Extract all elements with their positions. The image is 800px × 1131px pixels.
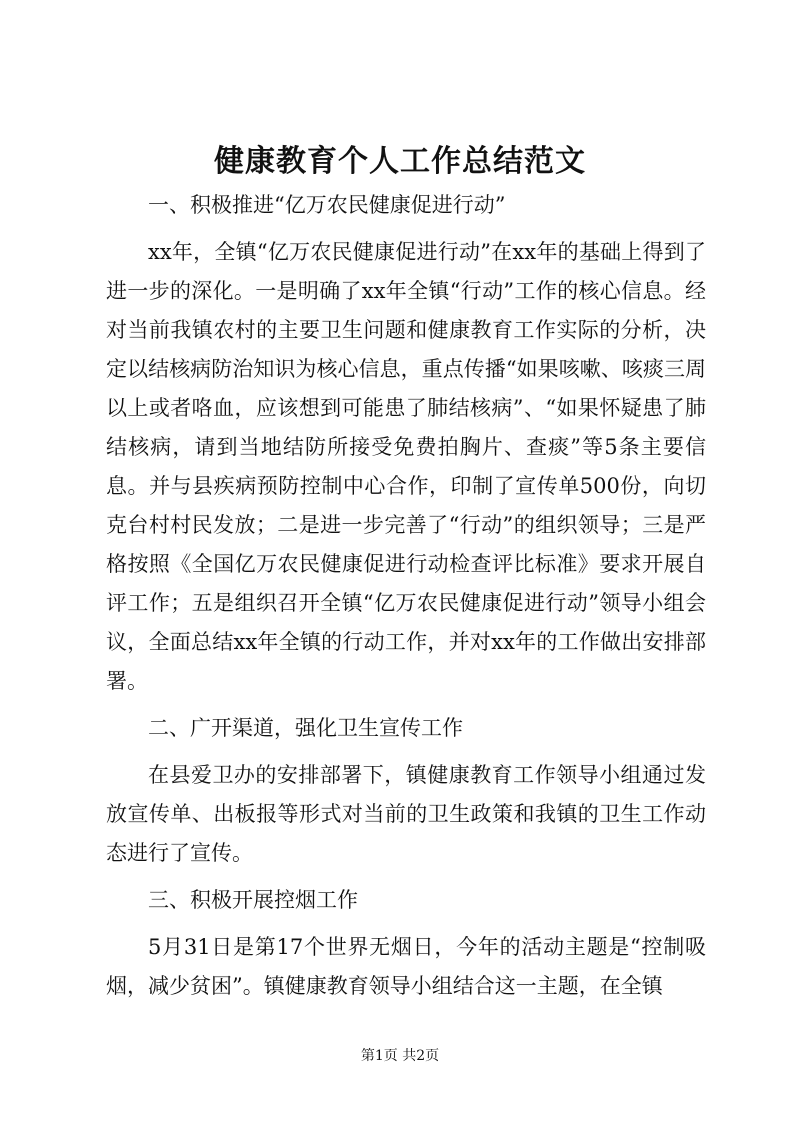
section-2-paragraph: 在县爱卫办的安排部署下，镇健康教育工作领导小组通过发放宣传单、出板报等形式对当前的卫生政策和我镇的卫生工作动态进行了宣传。 <box>106 763 706 865</box>
document-body <box>106 186 706 1014</box>
page-footer: 第1页 共2页 <box>360 1048 440 1064</box>
section-3-heading: 三、积极开展控烟工作 <box>148 888 358 912</box>
section-1-paragraph: xx年，全镇“亿万农民健康促进行动”在xx年的基础上得到了进一步的深化。一是明确了xx年全镇“行动”工作的核心信息。经对当前我镇农村的主要卫生问题和健康教育工作实际的分析，决定以结核病防治知识为核心信息，重点传播“如果咳嗽、咳痰三周以上或者咯血，应该想到可能患了肺结核病”、“如果怀疑患了肺结核病，请到当地结防所接受免费拍胸片、查痰”等5条主要信息。并与县疾病预防控制中心合作，印制了宣传单500份，向切克台村村民发放；二是进一步完善了“行动”的组织领导；三是严格按照《全国亿万农民健康促进行动检查评比标准》要求开展自评工作；五是组织召开全镇“亿万农民健康促进行动”领导小组会议，全面总结xx年全镇的行动工作，并对xx年的工作做出安排部署。 <box>106 240 706 693</box>
section-2-heading: 二、广开渠道，强化卫生宣传工作 <box>148 716 463 740</box>
document-title: 健康教育个人工作总结范文 <box>214 144 586 179</box>
section-1-heading: 一、积极推进“亿万农民健康促进行动” <box>148 193 506 217</box>
section-3-paragraph: 5月31日是第17个世界无烟日，今年的活动主题是“控制吸烟，减少贫困”。镇健康教育领导小组结合这一主题，在全镇 <box>106 935 706 998</box>
